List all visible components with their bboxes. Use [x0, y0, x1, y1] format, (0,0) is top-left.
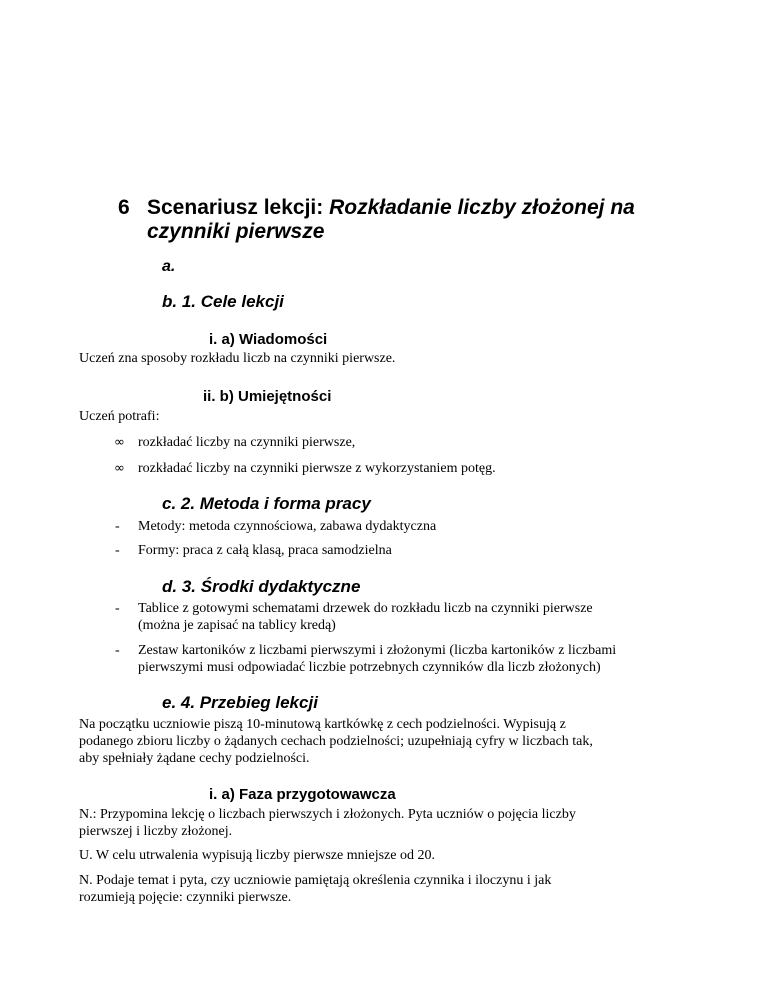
- method-item-text: Formy: praca z całą klasą, praca samodzielna: [138, 543, 392, 558]
- skills-intro: Uczeń potrafi:: [79, 409, 160, 424]
- teacher-paragraph-2: [79, 872, 759, 906]
- section-b-heading: b. 1. Cele lekcji: [162, 292, 284, 311]
- means-item-line-2: (można je zapisać na tablicy kredą): [138, 618, 336, 633]
- paragraph-line: N.: Przypomina lekcję o liczbach pierwszych i złożonych. Pyta uczniów o pojęcia liczby: [79, 807, 576, 822]
- chapter-number: 6: [118, 196, 130, 219]
- paragraph-line: Na początku uczniowie piszą 10-minutową kartkówkę z cech podzielności. Wypisują z: [79, 717, 566, 732]
- section-c-heading: c. 2. Metoda i forma pracy: [162, 494, 371, 513]
- subsection-preparation-heading: i. a) Faza przygotowawcza: [209, 786, 396, 803]
- knowledge-paragraph: Uczeń zna sposoby rozkładu liczb na czynniki pierwsze.: [79, 351, 396, 366]
- dash-bullet: -: [115, 601, 120, 616]
- infinity-bullet-icon: ∞: [114, 435, 125, 450]
- dash-bullet: -: [115, 643, 120, 658]
- chapter-title-line-2: czynniki pierwsze: [147, 220, 325, 243]
- paragraph-line: N. Podaje temat i pyta, czy uczniowie pamiętają określenia czynnika i iloczynu i jak: [79, 873, 552, 888]
- lesson-intro-paragraph: [79, 716, 759, 767]
- teacher-paragraph-1: [79, 806, 759, 840]
- dash-bullet: -: [115, 519, 120, 534]
- skill-item-text: rozkładać liczby na czynniki pierwsze,: [138, 435, 356, 450]
- section-e-heading: e. 4. Przebieg lekcji: [162, 693, 318, 712]
- chapter-title-prefix: Scenariusz lekcji:: [147, 196, 324, 219]
- means-item-text: [138, 600, 758, 634]
- infinity-bullet-icon: ∞: [114, 461, 125, 476]
- paragraph-line: pierwszej i liczby złożonej.: [79, 824, 233, 839]
- means-item-line-1: Zestaw kartoników z liczbami pierwszymi i złożonymi (liczba kartoników z liczbami: [138, 643, 617, 658]
- means-item-text: [138, 642, 758, 676]
- means-item-line-1: Tablice z gotowymi schematami drzewek do rozkładu liczb na czynniki pierwsze: [138, 601, 593, 616]
- dash-bullet: -: [115, 543, 120, 558]
- section-a-heading: a.: [162, 258, 176, 275]
- chapter-title-line-1: [147, 196, 747, 220]
- section-d-heading: d. 3. Środki dydaktyczne: [162, 577, 361, 596]
- subsection-knowledge-heading: i. a) Wiadomości: [209, 331, 328, 348]
- skill-item-text: rozkładać liczby na czynniki pierwsze z wykorzystaniem potęg.: [138, 461, 496, 476]
- paragraph-line: podanego zbioru liczby o żądanych cechach podzielności; uzupełniają cyfry w liczbach tak,: [79, 734, 593, 749]
- student-paragraph: U. W celu utrwalenia wypisują liczby pierwsze mniejsze od 20.: [79, 848, 435, 863]
- chapter-title: [147, 196, 747, 244]
- paragraph-line: aby spełniały żądane cechy podzielności.: [79, 751, 310, 766]
- method-item-text: Metody: metoda czynnościowa, zabawa dydaktyczna: [138, 519, 437, 534]
- means-item-line-2: pierwszymi musi odpowiadać liczbie potrzebnych czynników dla liczb złożonych): [138, 660, 601, 675]
- subsection-skills-heading: ii. b) Umiejętności: [203, 388, 332, 405]
- chapter-title-italic-1: Rozkładanie liczby złożonej na: [329, 196, 635, 219]
- paragraph-line: rozumieją pojęcie: czynniki pierwsze.: [79, 890, 292, 905]
